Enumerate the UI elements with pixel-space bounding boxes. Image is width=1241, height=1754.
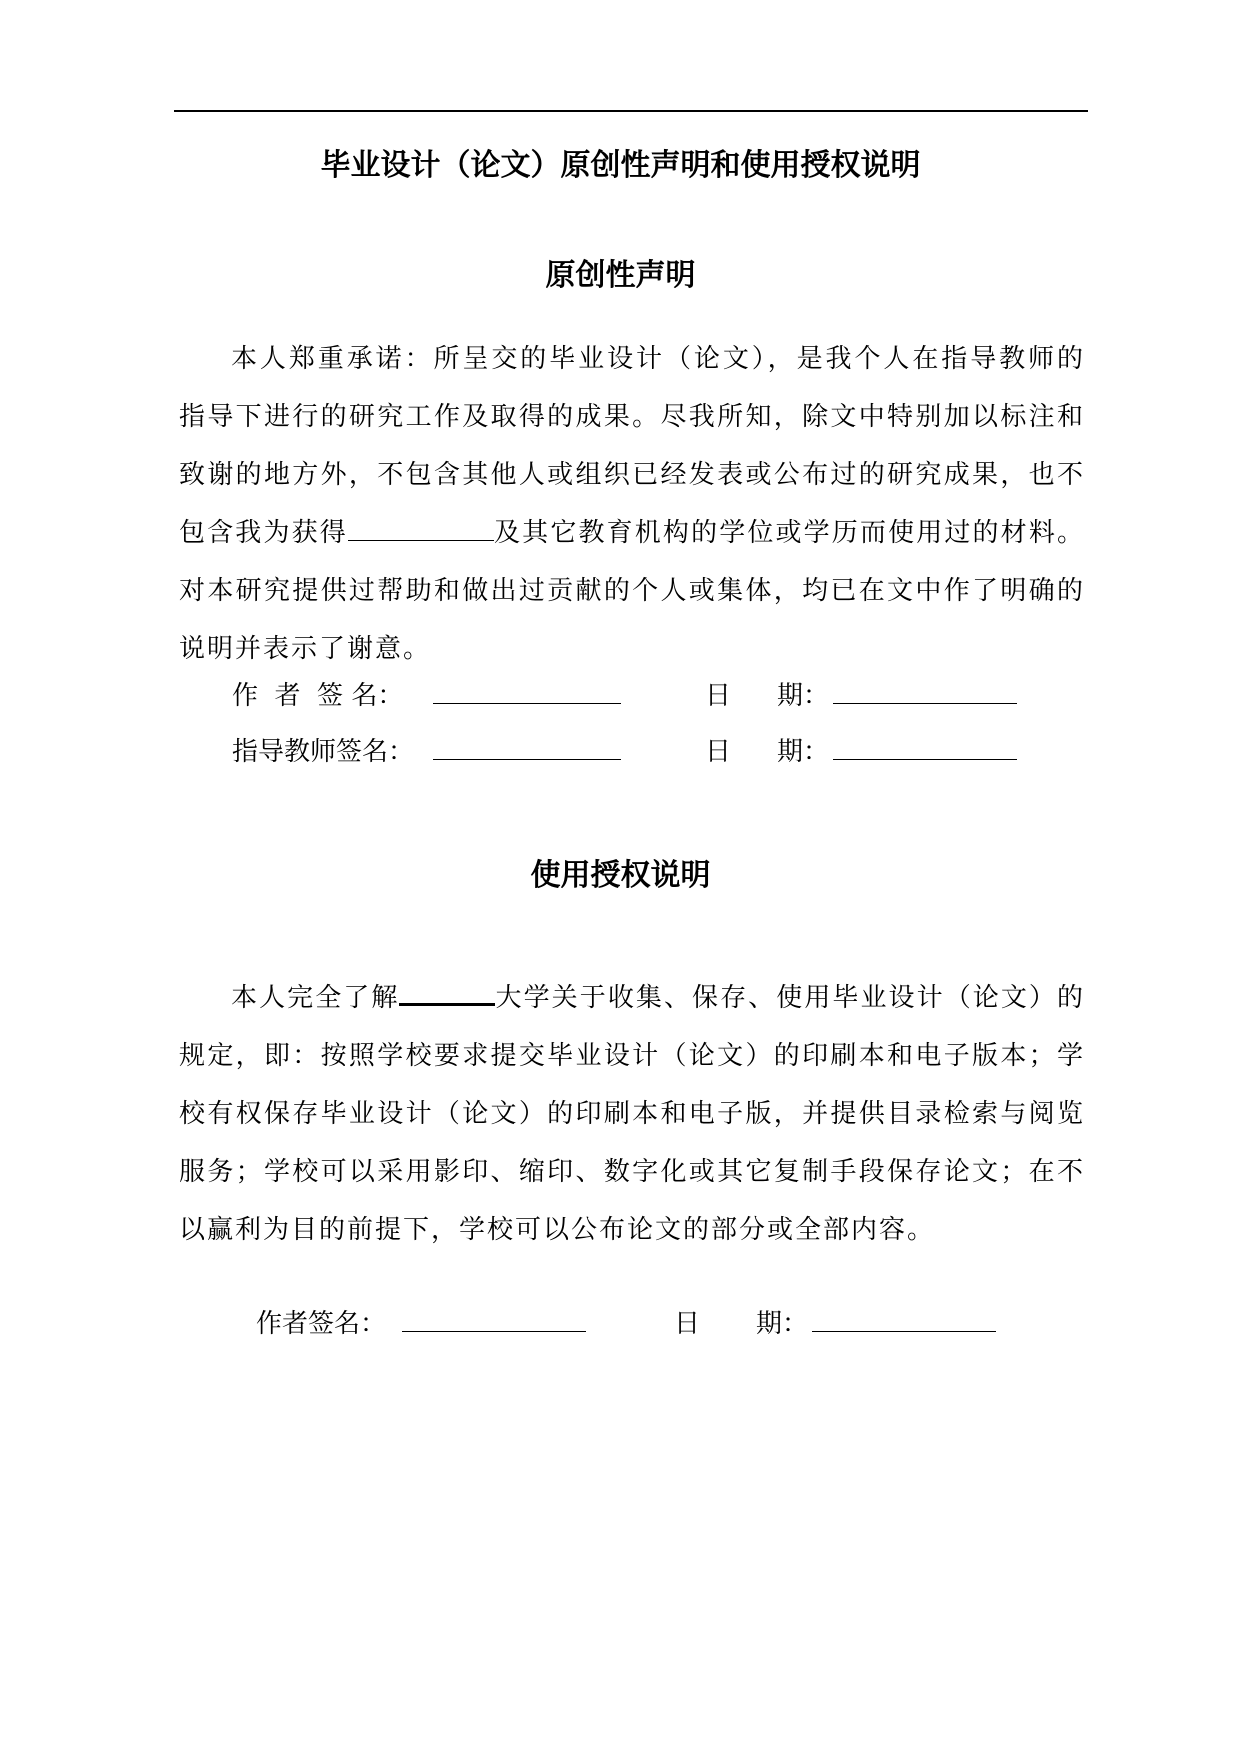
auth-author-sign-line [402, 1330, 586, 1332]
authorization-statement [179, 969, 1085, 1259]
authorization-text-part1: 本人完全了解 [231, 983, 400, 1013]
auth-date-line [812, 1330, 996, 1332]
author-sign-line [433, 702, 621, 704]
date-label-char1: 日 [705, 737, 732, 767]
originality-heading: 原创性声明 [545, 258, 696, 293]
authorization-heading: 使用授权说明 [530, 858, 711, 893]
author-signature-row [232, 676, 1017, 716]
date-label-char2: 期： [777, 737, 830, 767]
advisor-sign-line [433, 758, 621, 760]
authorization-signature-row [256, 1304, 996, 1344]
authorization-text-part2: 大学关于收集、保存、使用毕业设计（论文）的规定，即：按照学校要求提交毕业设计（论文）的印刷本和电子版本；学校有权保存毕业设计（论文）的印刷本和电子版，并提供目录检索与阅览服务；学校可以采用影印、缩印、数字化或其它复制手段保存论文；在不以赢利为目的前提下，学校可以公布论文的部分或全部内容。 [179, 983, 1085, 1245]
date-label-char2: 期： [756, 1309, 809, 1339]
date-label-char1: 日 [674, 1309, 701, 1339]
author-date-line [833, 702, 1017, 704]
auth-author-sign-label: 作者签名： [256, 1309, 387, 1339]
originality-statement [179, 330, 1085, 678]
author-sign-label: 作 者 签 名： [232, 681, 404, 711]
advisor-sign-label: 指导教师签名： [232, 737, 415, 767]
university-blank [399, 1002, 495, 1006]
date-label-char1: 日 [705, 681, 732, 711]
degree-blank [348, 539, 494, 541]
date-label-char2: 期： [777, 681, 830, 711]
header-rule [174, 110, 1088, 112]
originality-text-part1: 本人郑重承诺：所呈交的毕业设计（论文），是我个人在指导教师的指导下进行的研究工作及取得的成果。尽我所知，除文中特别加以标注和致谢的地方外，不包含其他人或组织已经发表或公布过的研究成果，也不包含我为获得 [179, 344, 1085, 548]
advisor-date-line [833, 758, 1017, 760]
advisor-signature-row [232, 732, 1017, 772]
document-title: 毕业设计（论文）原创性声明和使用授权说明 [320, 148, 921, 183]
originality-text-part2: 及其它教育机构的学位或学历而使用过的材料。对本研究提供过帮助和做出过贡献的个人或集体，均已在文中作了明确的说明并表示了谢意。 [179, 518, 1085, 664]
